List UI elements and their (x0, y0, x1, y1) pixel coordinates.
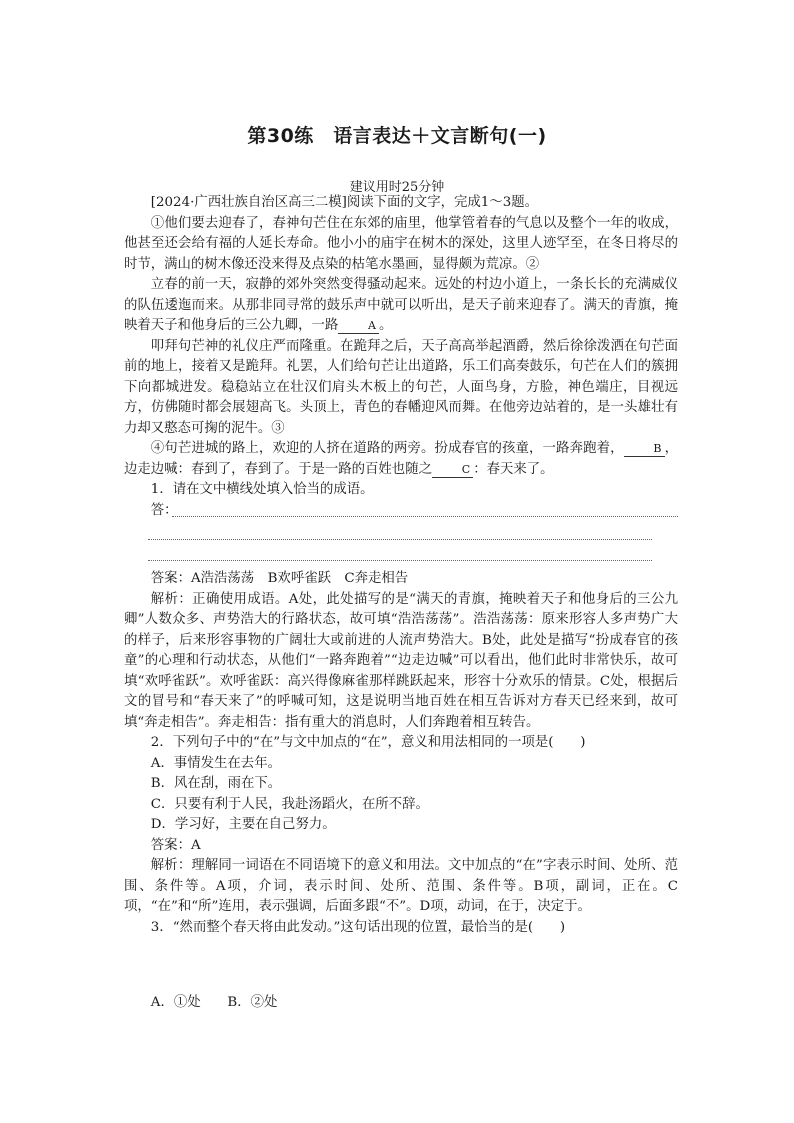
passage-paragraph-2 (124, 275, 678, 337)
passage-paragraph-3: 叩拜句芒神的礼仪庄严而隆重。在跪拜之后，天子高高举起酒爵，然后徐徐泼洒在句芒面前的地上，接着又是跪拜。礼罢，人们给句芒让出道路，乐工们高奏鼓乐，句芒在人们的簇拥下向都城进发。稳稳站立在壮汉们肩头木板上的句芒，人面鸟身，方脸，神色端庄，目视远方，仿佛随时都会展翅高飞。头顶上，青色的春幡迎风而舞。在他旁边站着的，是一头雄壮有力却又憨态可掬的泥牛。③ (124, 338, 678, 436)
question-1-analysis: 解析：正确使用成语。A处，此处描写的是“满天的青旗，掩映着天子和他身后的三公九卿”人数众多、声势浩大的行路状态，故可填“浩浩荡荡”。浩浩荡荡：原来形容人多声势广大的样子，后来形容事物的广阔壮大或前进的人流声势浩大。B处，此处是描写“扮成春官的孩童”的心理和行动状态，从他们“一路奔跑着”“边走边喊”可以看出，他们此时非常快乐，故可填“欢呼雀跃”。欢呼雀跃：高兴得像麻雀那样跳跃起来，形容十分欢乐的情景。C处，根据后文的冒号和“春天来了”的呼喊可知，这是说明当地百姓在相互告诉对方春天已经来到，故可填“奔走相告”。奔走相告：指有重大的消息时，人们奔跑着相互转告。 (124, 591, 678, 730)
answer-line (172, 515, 678, 517)
answer-label: 答： (150, 502, 178, 518)
question-2-option-d: D．学习好，主要在自己努力。 (150, 817, 336, 832)
answer-line (148, 538, 652, 540)
question-2-option-c: C．只要有利于人民，我赴汤蹈火，在所不辞。 (150, 796, 429, 812)
question-2-analysis: 解析：理解同一词语在不同语境下的意义和用法。文中加点的“在”字表示时间、处所、范围、条件等。A项，介词，表示时间、处所、范围、条件等。B项，副词，正在。C项，“在”和“所”连用，表示强调，后面多跟“不”。D项，动词，在于，决定于。 (124, 858, 678, 914)
page-title: 第30练 语言表达＋文言断句(一) (247, 125, 547, 147)
document-body (124, 193, 678, 1014)
blank-c: C (432, 463, 473, 478)
question-3-options: A．①处 B．②处 (150, 995, 278, 1010)
question-1-answer: 答案：A浩浩荡荡 B欢呼雀跃 C奔走相告 (150, 571, 409, 586)
intro-line: [2024·广西壮族自治区高三二模]阅读下面的文字，完成1～3题。 (150, 195, 538, 210)
question-3: 3．“然而整个春天将由此发动。”这句话出现的位置，最恰当的是( ) (150, 919, 566, 935)
passage-text: ：春天来了。 (473, 461, 554, 477)
passage-paragraph-4 (124, 439, 678, 480)
passage-text: 。 (379, 318, 393, 333)
question-2-answer: 答案：A (150, 837, 201, 853)
question-2-option-b: B．风在刮，雨在下。 (150, 776, 282, 791)
passage-text: 立春的前一天，寂静的郊外突然变得骚动起来。远处的村边小道上，一条长长的充满威仪的队伍逶迤而来。从那非同寻常的鼓乐声中就可以听出，是天子前来迎春了。满天的青旗，掩映着天子和他身后的三公九卿，一路 (124, 277, 678, 333)
blank-b: B (624, 442, 665, 457)
spacer (124, 938, 678, 993)
question-1: 1．请在文中横线处填入恰当的成语。 (150, 482, 374, 497)
passage-text: ，边走边喊：春到了，春到了。于是一路的百姓也随之 (124, 441, 679, 477)
suggested-time: 建议用时25分钟 (349, 180, 445, 195)
blank-a: A (338, 319, 379, 334)
passage-paragraph-1: ①他们要去迎春了，春神句芒住在东郊的庙里，他掌管着春的气息以及整个一年的收成，他甚至还会给有福的人延长寿命。他小小的庙宇在树木的深处，这里人迹罕至，在冬日将尽的时节，满山的树木像还没来得及点染的枯笔水墨画，显得颇为荒凉。② (124, 215, 678, 272)
passage-text: ④句芒进城的路上，欢迎的人挤在道路的两旁。扮成春官的孩童，一路奔跑着， (150, 441, 624, 456)
spacer (124, 561, 678, 569)
question-2-option-a: A．事情发生在去年。 (150, 755, 281, 771)
question-2: 2．下列句子中的“在”与文中加点的“在”，意义和用法相同的一项是( ) (150, 735, 586, 750)
